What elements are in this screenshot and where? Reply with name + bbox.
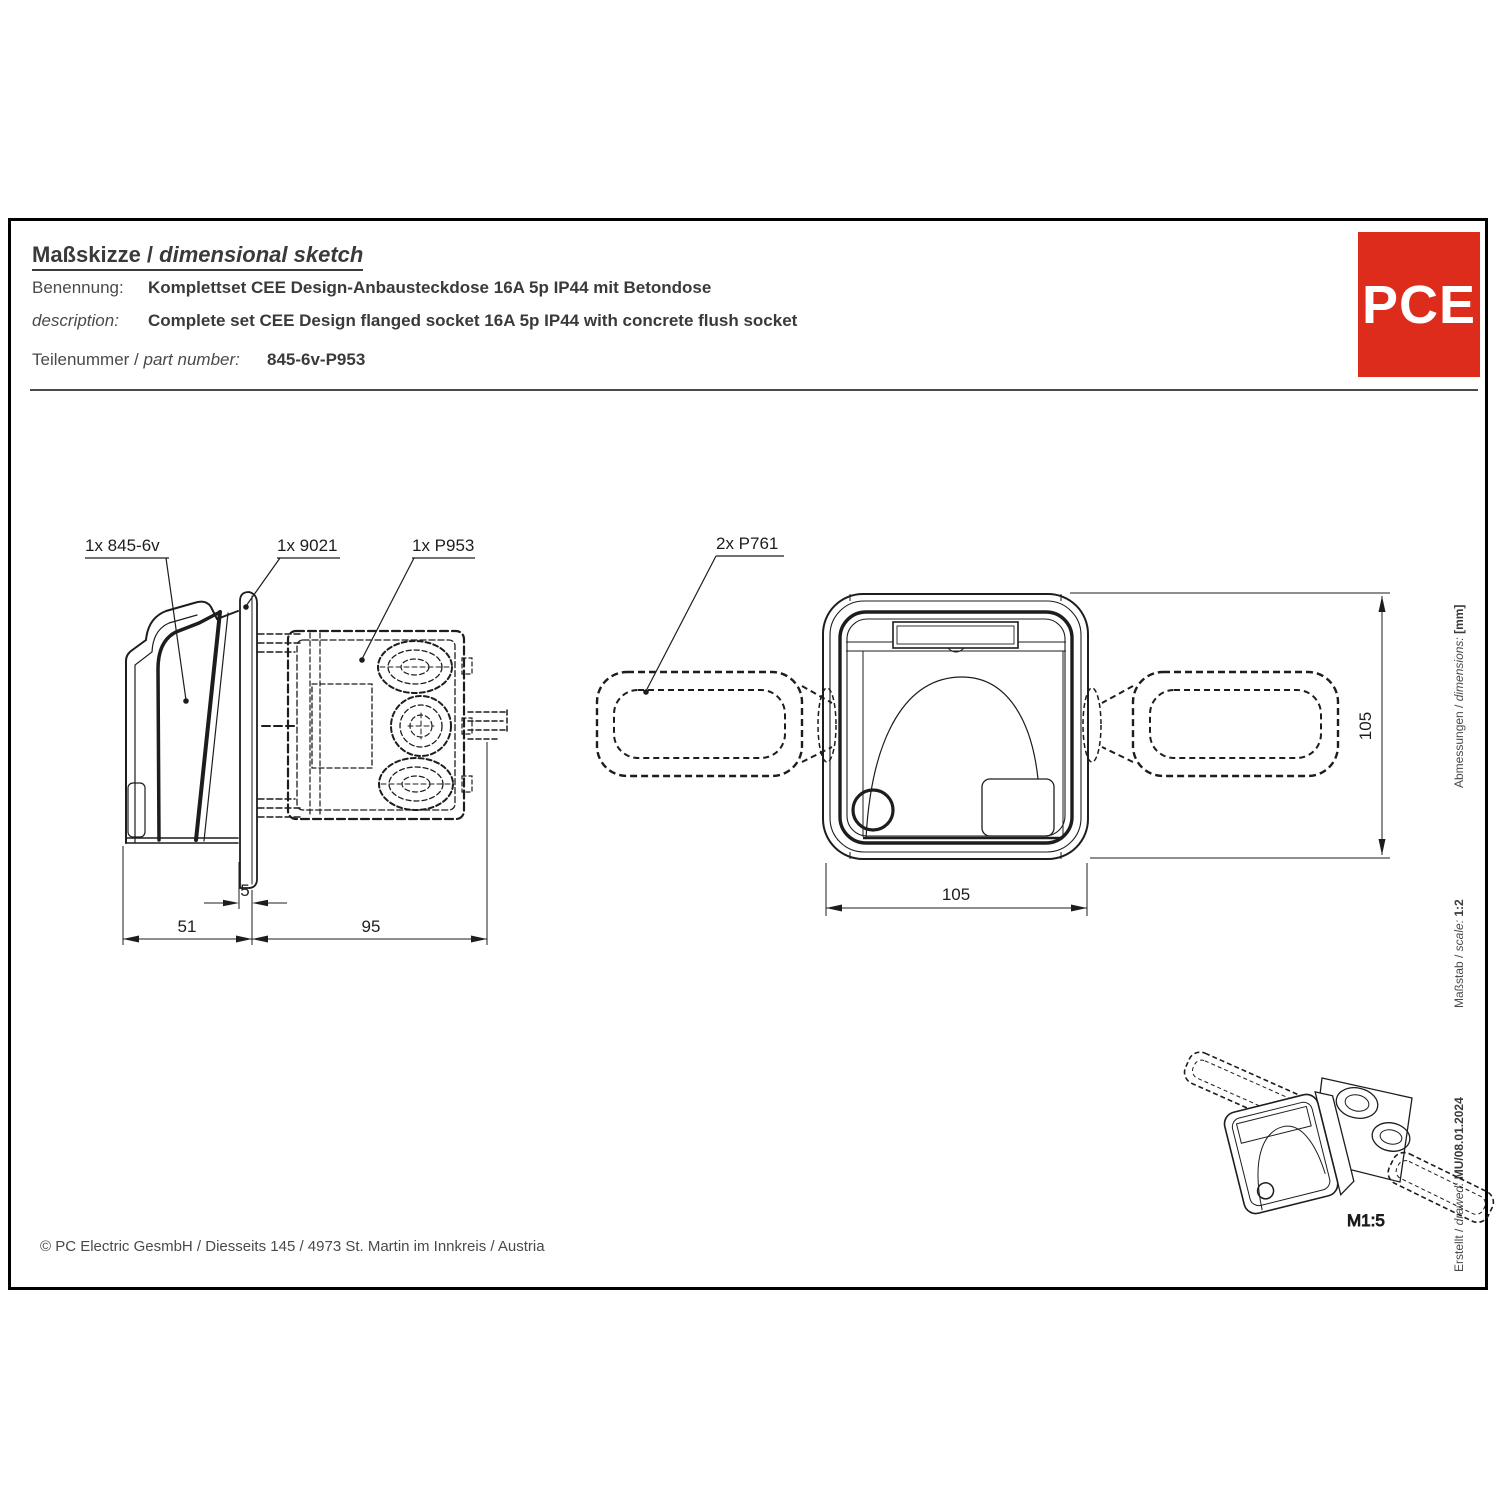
front-view	[823, 594, 1088, 859]
socket-body-outline	[126, 602, 238, 843]
flange-outline	[240, 592, 257, 888]
label-9021: 1x 9021	[277, 536, 338, 555]
title-en: dimensional sketch	[159, 242, 364, 267]
socket-bottom	[126, 838, 238, 843]
anchor-wing-right	[1083, 672, 1338, 776]
sidebar-dimensions-label-de: Abmessungen /	[1452, 701, 1466, 788]
socket-foot	[128, 783, 145, 837]
iso-scale-label: M1:5	[1347, 1211, 1385, 1230]
dim-width-105: 105	[941, 885, 971, 904]
label-845-6v: 1x 845-6v	[85, 536, 160, 555]
sidebar-created-label-de: Erstellt /	[1452, 1225, 1466, 1272]
lid-inner	[897, 626, 1014, 644]
iso-front-face	[1222, 1088, 1356, 1218]
description-value: Complete set CEE Design flanged socket 16A 5p IP44 with concrete flush socket	[148, 311, 798, 330]
partnumber-label-de: Teilenummer /	[32, 350, 144, 369]
partnumber-label-en: part number:	[143, 350, 240, 369]
benennung-label: Benennung:	[32, 278, 124, 297]
part-leader-dots	[183, 604, 649, 704]
concrete-box-frame-lines	[310, 633, 320, 817]
title-de: Maßskizze /	[32, 242, 160, 267]
benennung-value: Komplettset CEE Design-Anbausteckdose 16A 5p IP44 mit Betondose	[148, 278, 712, 297]
sidebar-scale-value: 1:2	[1452, 899, 1466, 917]
socket-lid-edge	[158, 612, 220, 840]
front-seams	[850, 594, 1061, 859]
front-view-dimensions	[826, 593, 1390, 916]
dim-height-105: 105	[1356, 711, 1375, 741]
partnumber-value: 845-6v-P953	[267, 350, 366, 369]
drain-hole	[853, 790, 893, 830]
sidebar-created-value: MU/08.01.2024	[1452, 1097, 1466, 1180]
dim-flange-5: 5	[240, 881, 250, 900]
knockout-bottom	[379, 758, 453, 810]
label-pad	[982, 779, 1054, 836]
label-p761: 2x P761	[716, 534, 779, 553]
sidebar-dimensions-label-en: dimensions:	[1452, 633, 1466, 702]
pce-logo-text: PCE	[1361, 274, 1477, 335]
concrete-box-outer	[288, 631, 464, 819]
dim-socket-51: 51	[177, 917, 197, 936]
label-p953: 1x P953	[412, 536, 475, 555]
copyright-line: © PC Electric GesmbH / Diesseits 145 / 4973 St. Martin im Innkreis / Austria	[40, 1238, 545, 1255]
sidebar-dimensions-value: [mm]	[1452, 604, 1466, 634]
side-view	[126, 592, 507, 888]
anchor-wing-left	[597, 672, 836, 776]
socket-body-inner	[135, 615, 197, 843]
sidebar-scale-label-de: Maßstab /	[1452, 951, 1466, 1008]
sidebar-created-label-en: drawed:	[1452, 1179, 1466, 1226]
description-label: description:	[32, 311, 119, 330]
sidebar-scale-label-en: scale:	[1452, 916, 1466, 952]
dim-box-95: 95	[361, 917, 381, 936]
front-inner-thick	[840, 612, 1072, 843]
concrete-box-tube	[312, 684, 372, 768]
front-view-arrows	[826, 596, 1386, 912]
iso-view	[1181, 1048, 1498, 1230]
front-face-lines	[846, 642, 1066, 837]
rear-anchor-stub	[468, 710, 507, 739]
knockout-middle	[391, 696, 451, 756]
knockout-top	[378, 641, 452, 693]
